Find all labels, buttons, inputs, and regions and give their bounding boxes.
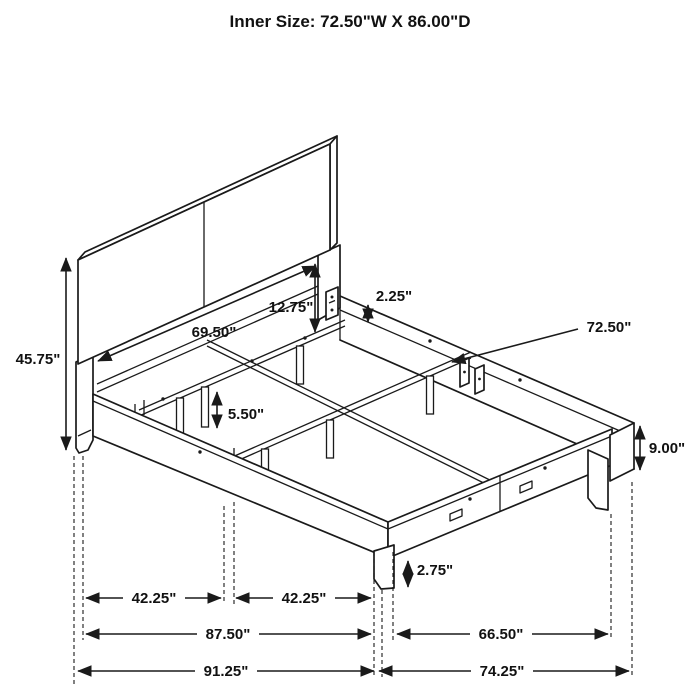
right-foot	[588, 450, 608, 510]
dim-headboard-width-label: 69.50"	[191, 324, 237, 341]
dim-inner-length-label: 87.50"	[205, 626, 251, 643]
dim-overall-width	[379, 663, 629, 680]
dim-rail-inset-label: 2.25"	[375, 288, 413, 305]
support-leg	[202, 387, 209, 427]
dim-overall-length-label: 91.25"	[203, 663, 249, 680]
cross-support-rail-head	[135, 320, 345, 419]
support-leg	[327, 420, 334, 458]
dim-head-to-center-leg-label: 42.25"	[131, 590, 177, 607]
dim-overall-height	[16, 258, 66, 450]
dim-footboard-inner-width-label: 66.50"	[478, 626, 524, 643]
dim-foot-height	[408, 561, 453, 587]
front-foot	[374, 545, 394, 589]
dim-head-to-center-leg	[86, 590, 221, 607]
dim-center-leg-height	[217, 392, 264, 428]
dim-side-rail-height-label: 9.00"	[648, 440, 686, 457]
headboard-left-post	[76, 354, 93, 453]
dim-center-leg-height-label: 5.50"	[227, 406, 265, 423]
dim-support-rail-length	[452, 319, 631, 362]
support-leg	[297, 346, 304, 384]
dim-footboard-inner-width	[397, 626, 608, 643]
headboard-side-edge	[330, 136, 337, 250]
dim-inner-length	[86, 626, 371, 643]
support-leg	[427, 376, 434, 414]
mounting-plates	[460, 358, 484, 394]
dim-center-leg-to-foot-label: 42.25"	[281, 590, 327, 607]
rail-bracket	[326, 287, 338, 320]
diagram-title: Inner Size: 72.50"W X 86.00"D	[229, 12, 471, 31]
dim-headboard-overlap-label: 12.75"	[268, 299, 314, 316]
dim-support-rail-length-label: 72.50"	[586, 319, 632, 336]
dim-overall-width-label: 74.25"	[479, 663, 525, 680]
dim-side-rail-height	[640, 426, 685, 470]
dim-foot-height-label: 2.75"	[416, 562, 454, 579]
dim-center-leg-to-foot	[236, 590, 371, 607]
dim-overall-height-label: 45.75"	[15, 351, 61, 368]
dim-overall-length	[78, 663, 374, 680]
footboard-corner-block	[610, 423, 634, 481]
